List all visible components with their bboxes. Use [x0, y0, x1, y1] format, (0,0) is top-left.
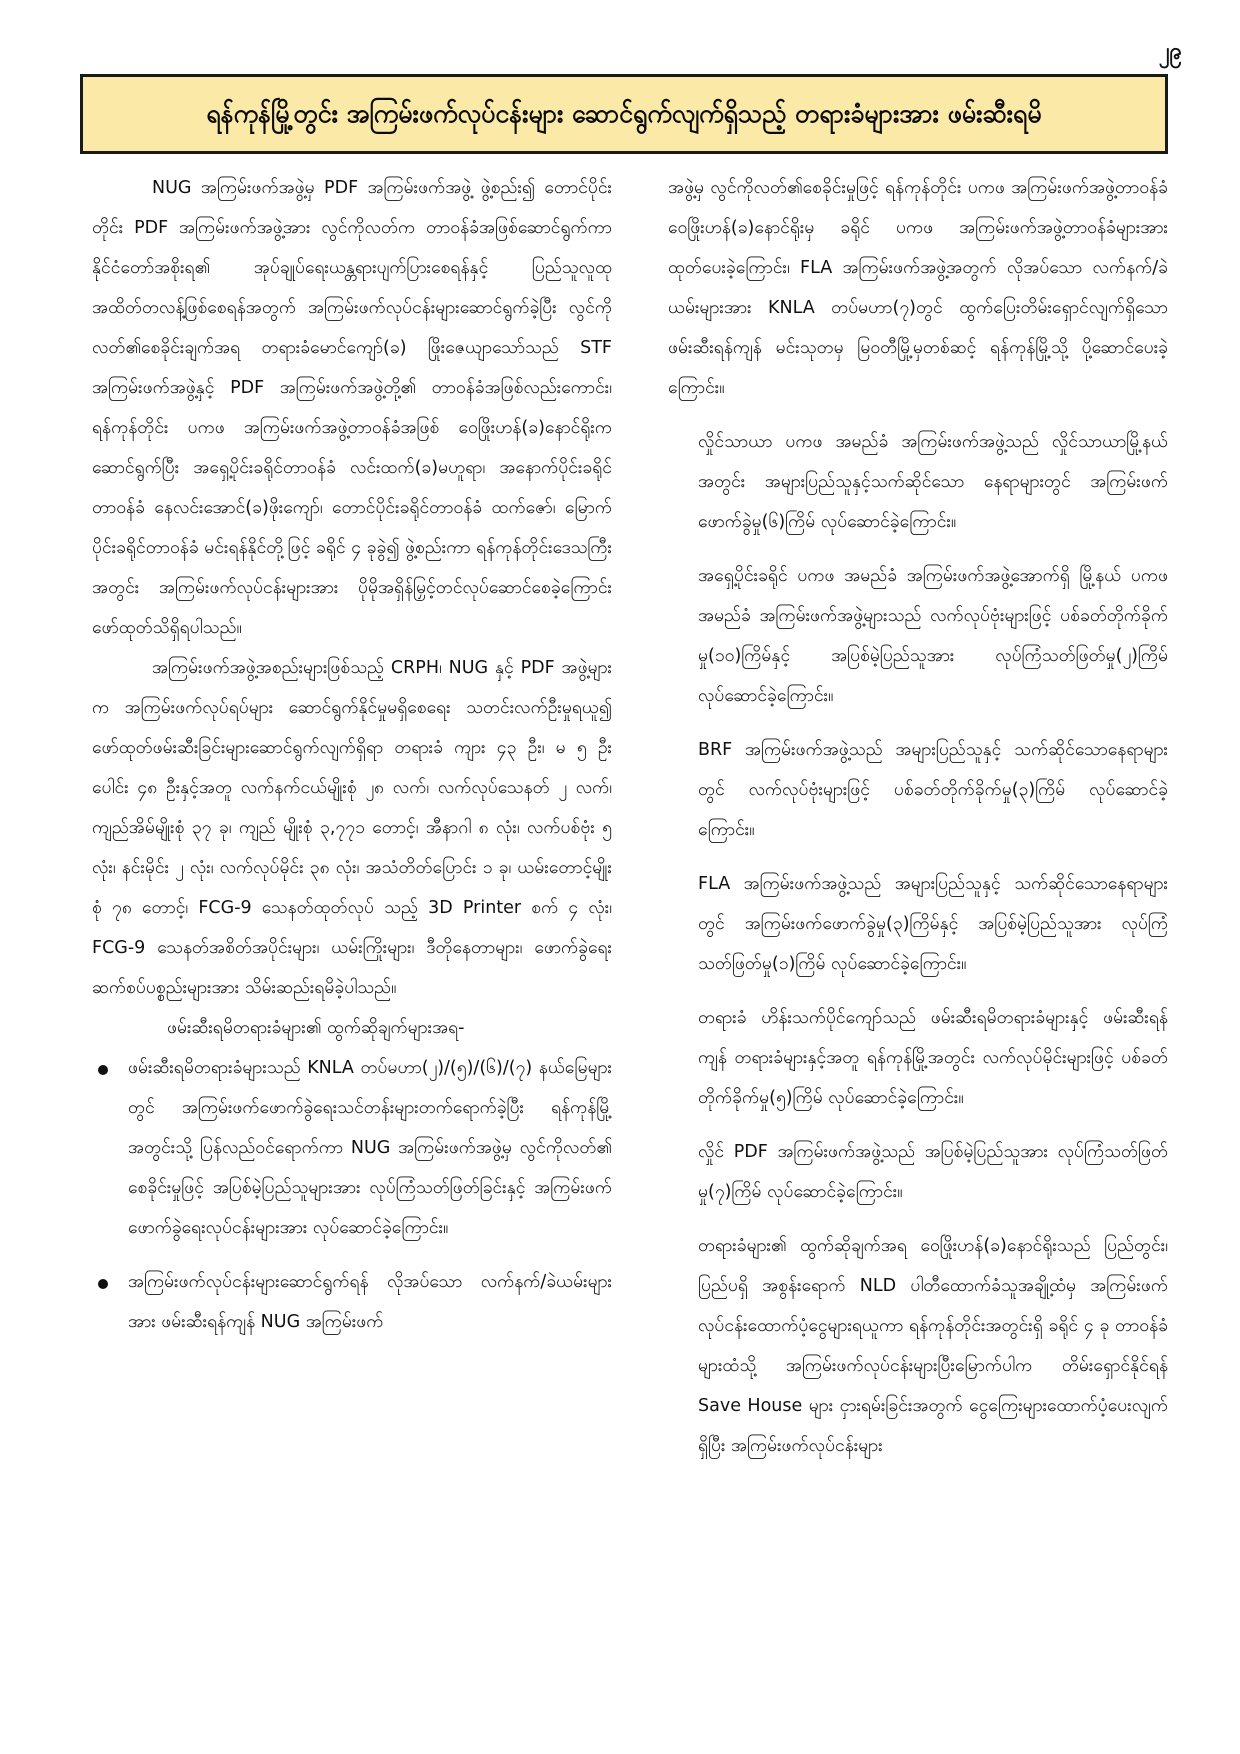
body-paragraph-2: အကြမ်းဖက်အဖွဲ့အစည်းများဖြစ်သည့် CRPH၊ NUG နှင့် PDF အဖွဲ့များက အကြမ်းဖက်လုပ်ရပ်များ ဆောင်ရွက်နိုင်မှုမရှိစေရေး သတင်းလက်ဦးမှုရယူ၍ ဖော်ထုတ်ဖမ်းဆီးခြင်းများဆောင်ရွက်လျက်ရှိရာ တရားခံ ကျား ၄၃ ဦး၊ မ ၅ ဦး ပေါင်း ၄၈ ဦးနှင့်အတူ လက်နက်ငယ်မျိုးစုံ ၂၈ လက်၊ လက်လုပ်သေနတ် ၂ လက်၊ ကျည်အိမ်မျိုးစုံ ၃၇ ခု၊ ကျည် မျိုးစုံ ၃,၇၇၁ တောင့်၊ အီနာဂါ ၈ လုံး၊ လက်ပစ်ဗုံး ၅ လုံး၊ နင်းမိုင်း ၂ လုံး၊ လက်လုပ်မိုင်း ၃၈ လုံး၊ အသံတိတ်ပြောင်း ၁ ခု၊ ယမ်းတောင့်မျိုးစုံ ၇၈ တောင့်၊ FCG-9 သေနတ်ထုတ်လုပ် သည့် 3D Printer စက် ၄ လုံး၊ FCG-9 သေနတ်အစိတ်အပိုင်းများ၊ ယမ်းကြိုးများ၊ ဒီတိုနေတာများ၊ ဖောက်ခွဲရေးဆက်စပ်ပစ္စည်းများအား သိမ်းဆည်းရမိခဲ့ပါသည်။ — [92, 658, 612, 998]
right-bullet-list — [668, 422, 1168, 1466]
body-paragraph-1: NUG အကြမ်းဖက်အဖွဲ့မှ PDF အကြမ်းဖက်အဖွဲ့ ဖွဲ့စည်း၍ တောင်ပိုင်းတိုင်း PDF အကြမ်းဖက်အဖွဲ့အား လွင်ကိုလတ်က တာဝန်ခံအဖြစ်ဆောင်ရွက်ကာ နိုင်ငံတော်အစိုးရ၏ အုပ်ချုပ်ရေးယန္တရားပျက်ပြားစေရန်နှင့် ပြည်သူလူထုအထိတ်တလန့်ဖြစ်စေရန်အတွက် အကြမ်းဖက်လုပ်ငန်းများဆောင်ရွက်ခဲ့ပြီး လွင်ကိုလတ်၏စေခိုင်းချက်အရ တရားခံမောင်ကျော်(ခ) ဖြိုးဇေယျာသော်သည် STF အကြမ်းဖက်အဖွဲ့နှင့် PDF အကြမ်းဖက်အဖွဲ့တို့၏ တာဝန်ခံအဖြစ်လည်းကောင်း၊ ရန်ကုန်တိုင်း ပကဖ အကြမ်းဖက်အဖွဲ့တာဝန်ခံအဖြစ် ဝေဖြိုးဟန်(ခ)နောင်ရိုးက ဆောင်ရွက်ပြီး အရှေ့ပိုင်းခရိုင်တာဝန်ခံ လင်းထက်(ခ)မဟူရာ၊ အနောက်ပိုင်းခရိုင်တာဝန်ခံ နေလင်းအောင်(ခ)ဖိုးကျော်၊ တောင်ပိုင်းခရိုင်တာဝန်ခံ ထက်ဇော်၊ မြောက်ပိုင်းခရိုင်တာဝန်ခံ မင်းရန်နိုင်တို့ဖြင့် ခရိုင် ၄ ခုခွဲ၍ ဖွဲ့စည်းကာ ရန်ကုန်တိုင်းဒေသကြီးအတွင်း အကြမ်းဖက်လုပ်ငန်းများအား ပိုမိုအရှိန်မြှင့်တင်လုပ်ဆောင်စေခဲ့ကြောင်း ဖော်ထုတ်သိရှိရပါသည်။ — [92, 178, 612, 638]
bullet-item: ဖမ်းဆီးရမိတရားခံများသည် KNLA တပ်မဟာ(၂)/(၅)/(၆)/(၇) နယ်မြေများတွင် အကြမ်းဖက်ဖောက်ခွဲရေးသင်တန်းများတက်ရောက်ခဲ့ပြီး ရန်ကုန်မြို့အတွင်းသို့ ပြန်လည်ဝင်ရောက်ကာ NUG အကြမ်းဖက်အဖွဲ့မှ လွင်ကိုလတ်၏ စေခိုင်းမှုဖြင့် အပြစ်မဲ့ပြည်သူများအား လုပ်ကြံသတ်ဖြတ်ခြင်းနှင့် အကြမ်းဖက်ဖောက်ခွဲရေးလုပ်ငန်းများအား လုပ်ဆောင်ခဲ့ကြောင်း။ — [92, 1048, 612, 1248]
bullet-item: အကြမ်းဖက်လုပ်ငန်းများဆောင်ရွက်ရန် လိုအပ်သော လက်နက်/ခဲယမ်းများအား ဖမ်းဆီးရန်ကျန် NUG အကြမ်းဖက် — [92, 1262, 612, 1342]
continued-bullet-text: အဖွဲ့မှ လွင်ကိုလတ်၏စေခိုင်းမှုဖြင့် ရန်ကုန်တိုင်း ပကဖ အကြမ်းဖက်အဖွဲ့တာဝန်ခံ ဝေဖြိုးဟန်(ခ)နောင်ရိုးမှ ခရိုင် ပကဖ အကြမ်းဖက်အဖွဲ့တာဝန်ခံများအား ထုတ်ပေးခဲ့ကြောင်း၊ FLA အကြမ်းဖက်အဖွဲ့အတွက် လိုအပ်သော လက်နက်/ခဲယမ်းများအား KNLA တပ်မဟာ(၇)တွင် ထွက်ပြေးတိမ်းရှောင်လျက်ရှိသော ဖမ်းဆီးရန်ကျန် မင်းသုတမှ မြဝတီမြို့မှတစ်ဆင့် ရန်ကုန်မြို့သို့ ပို့ဆောင်ပေးခဲ့ကြောင်း။ — [668, 178, 1168, 398]
bullet-item: FLA အကြမ်းဖက်အဖွဲ့သည် အများပြည်သူနှင့် သက်ဆိုင်သောနေရာများတွင် အကြမ်းဖက်ဖောက်ခွဲမှု(၃)ကြိမ်နှင့် အပြစ်မဲ့ပြည်သူအား လုပ်ကြံသတ်ဖြတ်မှု(၁)ကြိမ် လုပ်ဆောင်ခဲ့ကြောင်း။ — [668, 864, 1168, 984]
bullet-item: BRF အကြမ်းဖက်အဖွဲ့သည် အများပြည်သူနှင့် သက်ဆိုင်သောနေရာများတွင် လက်လုပ်ဗုံးများဖြင့် ပစ်ခတ်တိုက်ခိုက်မှု(၃)ကြိမ် လုပ်ဆောင်ခဲ့ကြောင်း။ — [668, 730, 1168, 850]
left-column — [92, 168, 612, 1728]
article-title: ရန်ကုန်မြို့တွင်း အကြမ်းဖက်လုပ်ငန်းများ ဆောင်ရွက်လျက်ရှိသည့် တရားခံများအား ဖမ်းဆီးရမိ — [206, 99, 1042, 128]
bullet-item: အရှေ့ပိုင်းခရိုင် ပကဖ အမည်ခံ အကြမ်းဖက်အဖွဲ့အောက်ရှိ မြို့နယ် ပကဖအမည်ခံ အကြမ်းဖက်အဖွဲ့များသည် လက်လုပ်ဗုံးများဖြင့် ပစ်ခတ်တိုက်ခိုက်မှု(၁၀)ကြိမ်နှင့် အပြစ်မဲ့ပြည်သူအား လုပ်ကြံသတ်ဖြတ်မှု(၂)ကြိမ် လုပ်ဆောင်ခဲ့ကြောင်း။ — [668, 556, 1168, 716]
left-bullet-list — [92, 1048, 612, 1342]
bullet-item: တရားခံ ဟိန်းသက်ပိုင်ကျော်သည် ဖမ်းဆီးရမိတရားခံများနှင့် ဖမ်းဆီးရန်ကျန် တရားခံများနှင့်အတူ ရန်ကုန်မြို့အတွင်း လက်လုပ်မိုင်းများဖြင့် ပစ်ခတ်တိုက်ခိုက်မှု(၅)ကြိမ် လုပ်ဆောင်ခဲ့ကြောင်း။ — [668, 998, 1168, 1118]
bullet-item: တရားခံများ၏ ထွက်ဆိုချက်အရ ဝေဖြိုးဟန်(ခ)နောင်ရိုးသည် ပြည်တွင်း၊ ပြည်ပရှိ အစွန်းရောက် NLD ပါတီထောက်ခံသူအချို့ထံမှ အကြမ်းဖက်လုပ်ငန်းထောက်ပံ့ငွေများရယူကာ ရန်ကုန်တိုင်းအတွင်းရှိ ခရိုင် ၄ ခု တာဝန်ခံများထံသို့ အကြမ်းဖက်လုပ်ငန်းများပြီးမြောက်ပါက တိမ်းရှောင်နိုင်ရန် Save House များ ငှားရမ်းခြင်းအတွက် ငွေကြေးများထောက်ပံ့ပေးလျက်ရှိပြီး အကြမ်းဖက်လုပ်ငန်းများ — [668, 1226, 1168, 1466]
statements-heading: ဖမ်းဆီးရမိတရားခံများ၏ ထွက်ဆိုချက်များအရ- — [167, 1018, 465, 1038]
page-number: ၂၉ — [1158, 39, 1182, 64]
bullet-item: လှိုင်သာယာ ပကဖ အမည်ခံ အကြမ်းဖက်အဖွဲ့သည် လှိုင်သာယာမြို့နယ်အတွင်း အများပြည်သူနှင့်သက်ဆိုင်သော နေရာများတွင် အကြမ်းဖက်ဖောက်ခွဲမှု(၆)ကြိမ် လုပ်ဆောင်ခဲ့ကြောင်း။ — [668, 422, 1168, 542]
bullet-item: လှိုင် PDF အကြမ်းဖက်အဖွဲ့သည် အပြစ်မဲ့ပြည်သူအား လုပ်ကြံသတ်ဖြတ်မှု(၇)ကြိမ် လုပ်ဆောင်ခဲ့ကြောင်း။ — [668, 1132, 1168, 1212]
right-column — [668, 168, 1168, 1728]
article-title-box — [80, 74, 1168, 154]
